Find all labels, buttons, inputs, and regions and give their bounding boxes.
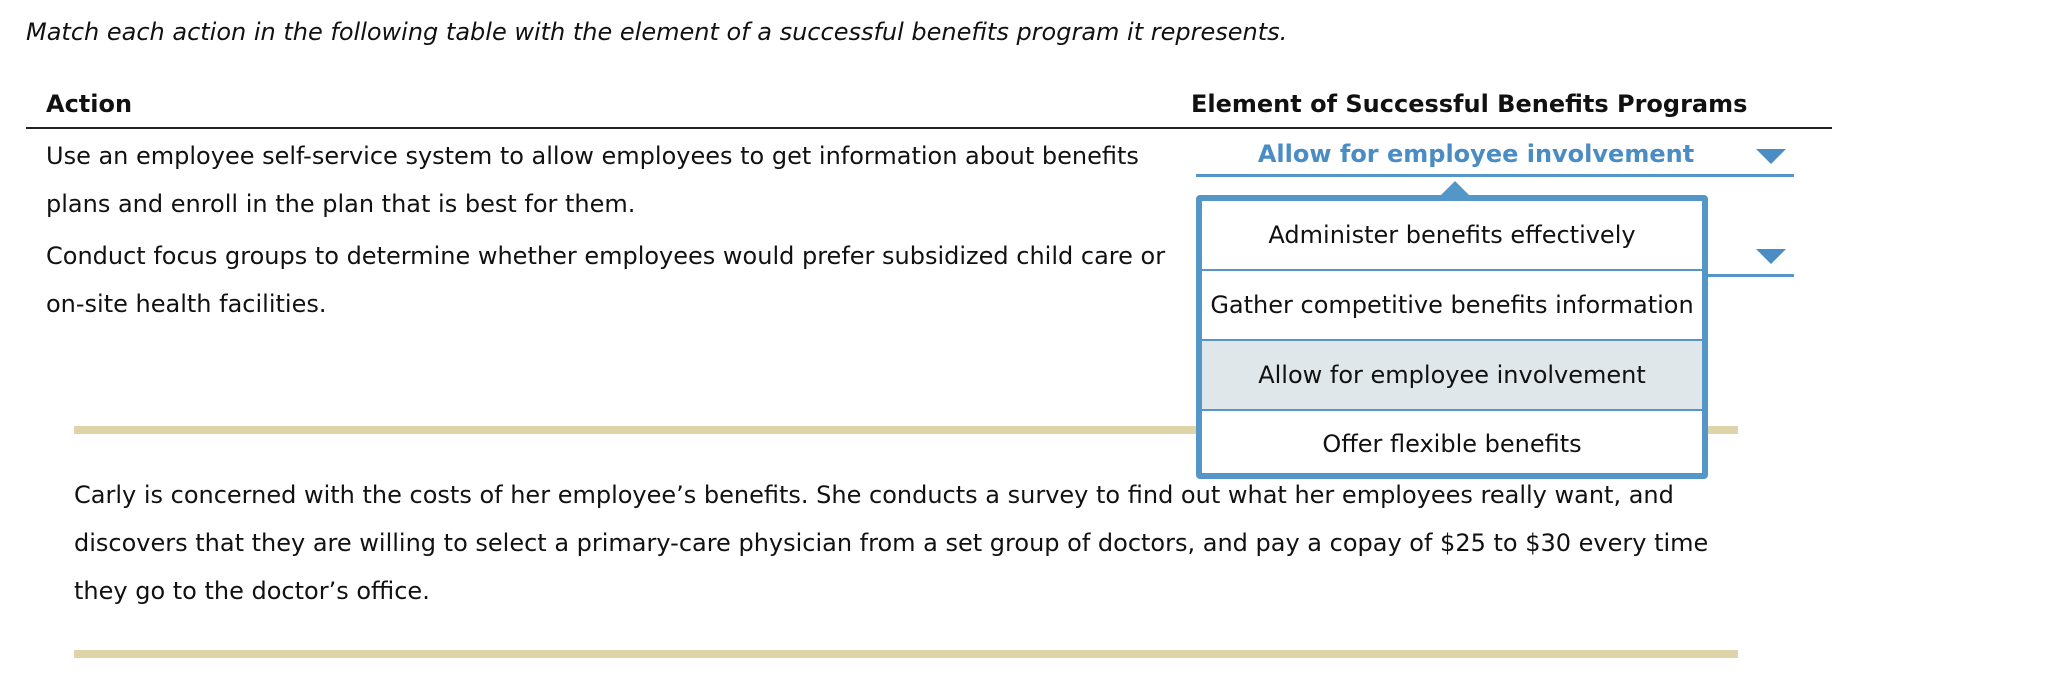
- action-row-2-text: Conduct focus groups to determine whether employees would prefer subsidized child care or on-site health facilities.: [46, 242, 1166, 318]
- column-header-element: Element of Successful Benefits Programs: [1191, 90, 1748, 118]
- element-dropdown-row-1[interactable]: [1196, 134, 1794, 177]
- instructions: Match each action in the following table with the element of a successful benefits program it represents.: [26, 18, 1288, 46]
- scenario-divider-bottom: [74, 650, 1738, 658]
- chevron-down-icon[interactable]: [1756, 149, 1786, 164]
- scenario-text: Carly is concerned with the costs of her employee’s benefits. She conducts a survey to find out what her employees really want, and discovers that they are willing to select a primary-care physician from a set group of doctors, and pay a copay of $25 to $30 every time they go to the doctor’s office.: [74, 481, 1709, 605]
- menu-option-administer[interactable]: Administer benefits effectively: [1202, 201, 1702, 271]
- menu-option-gather[interactable]: Gather competitive benefits information: [1202, 271, 1702, 341]
- chevron-down-icon[interactable]: [1756, 249, 1786, 264]
- column-header-action: Action: [46, 90, 133, 118]
- dropdown-pointer: [1440, 181, 1470, 196]
- menu-option-involvement[interactable]: Allow for employee involvement: [1202, 341, 1702, 411]
- dropdown-menu: [1196, 195, 1708, 479]
- dropdown-selected-value: Allow for employee involvement: [1257, 140, 1695, 168]
- menu-option-flexible[interactable]: Offer flexible benefits: [1322, 430, 1582, 458]
- action-row-1-text: Use an employee self-service system to allow employees to get information about benefits plans and enroll in the plan that is best for them.: [46, 142, 1139, 218]
- header-divider: [26, 127, 1832, 129]
